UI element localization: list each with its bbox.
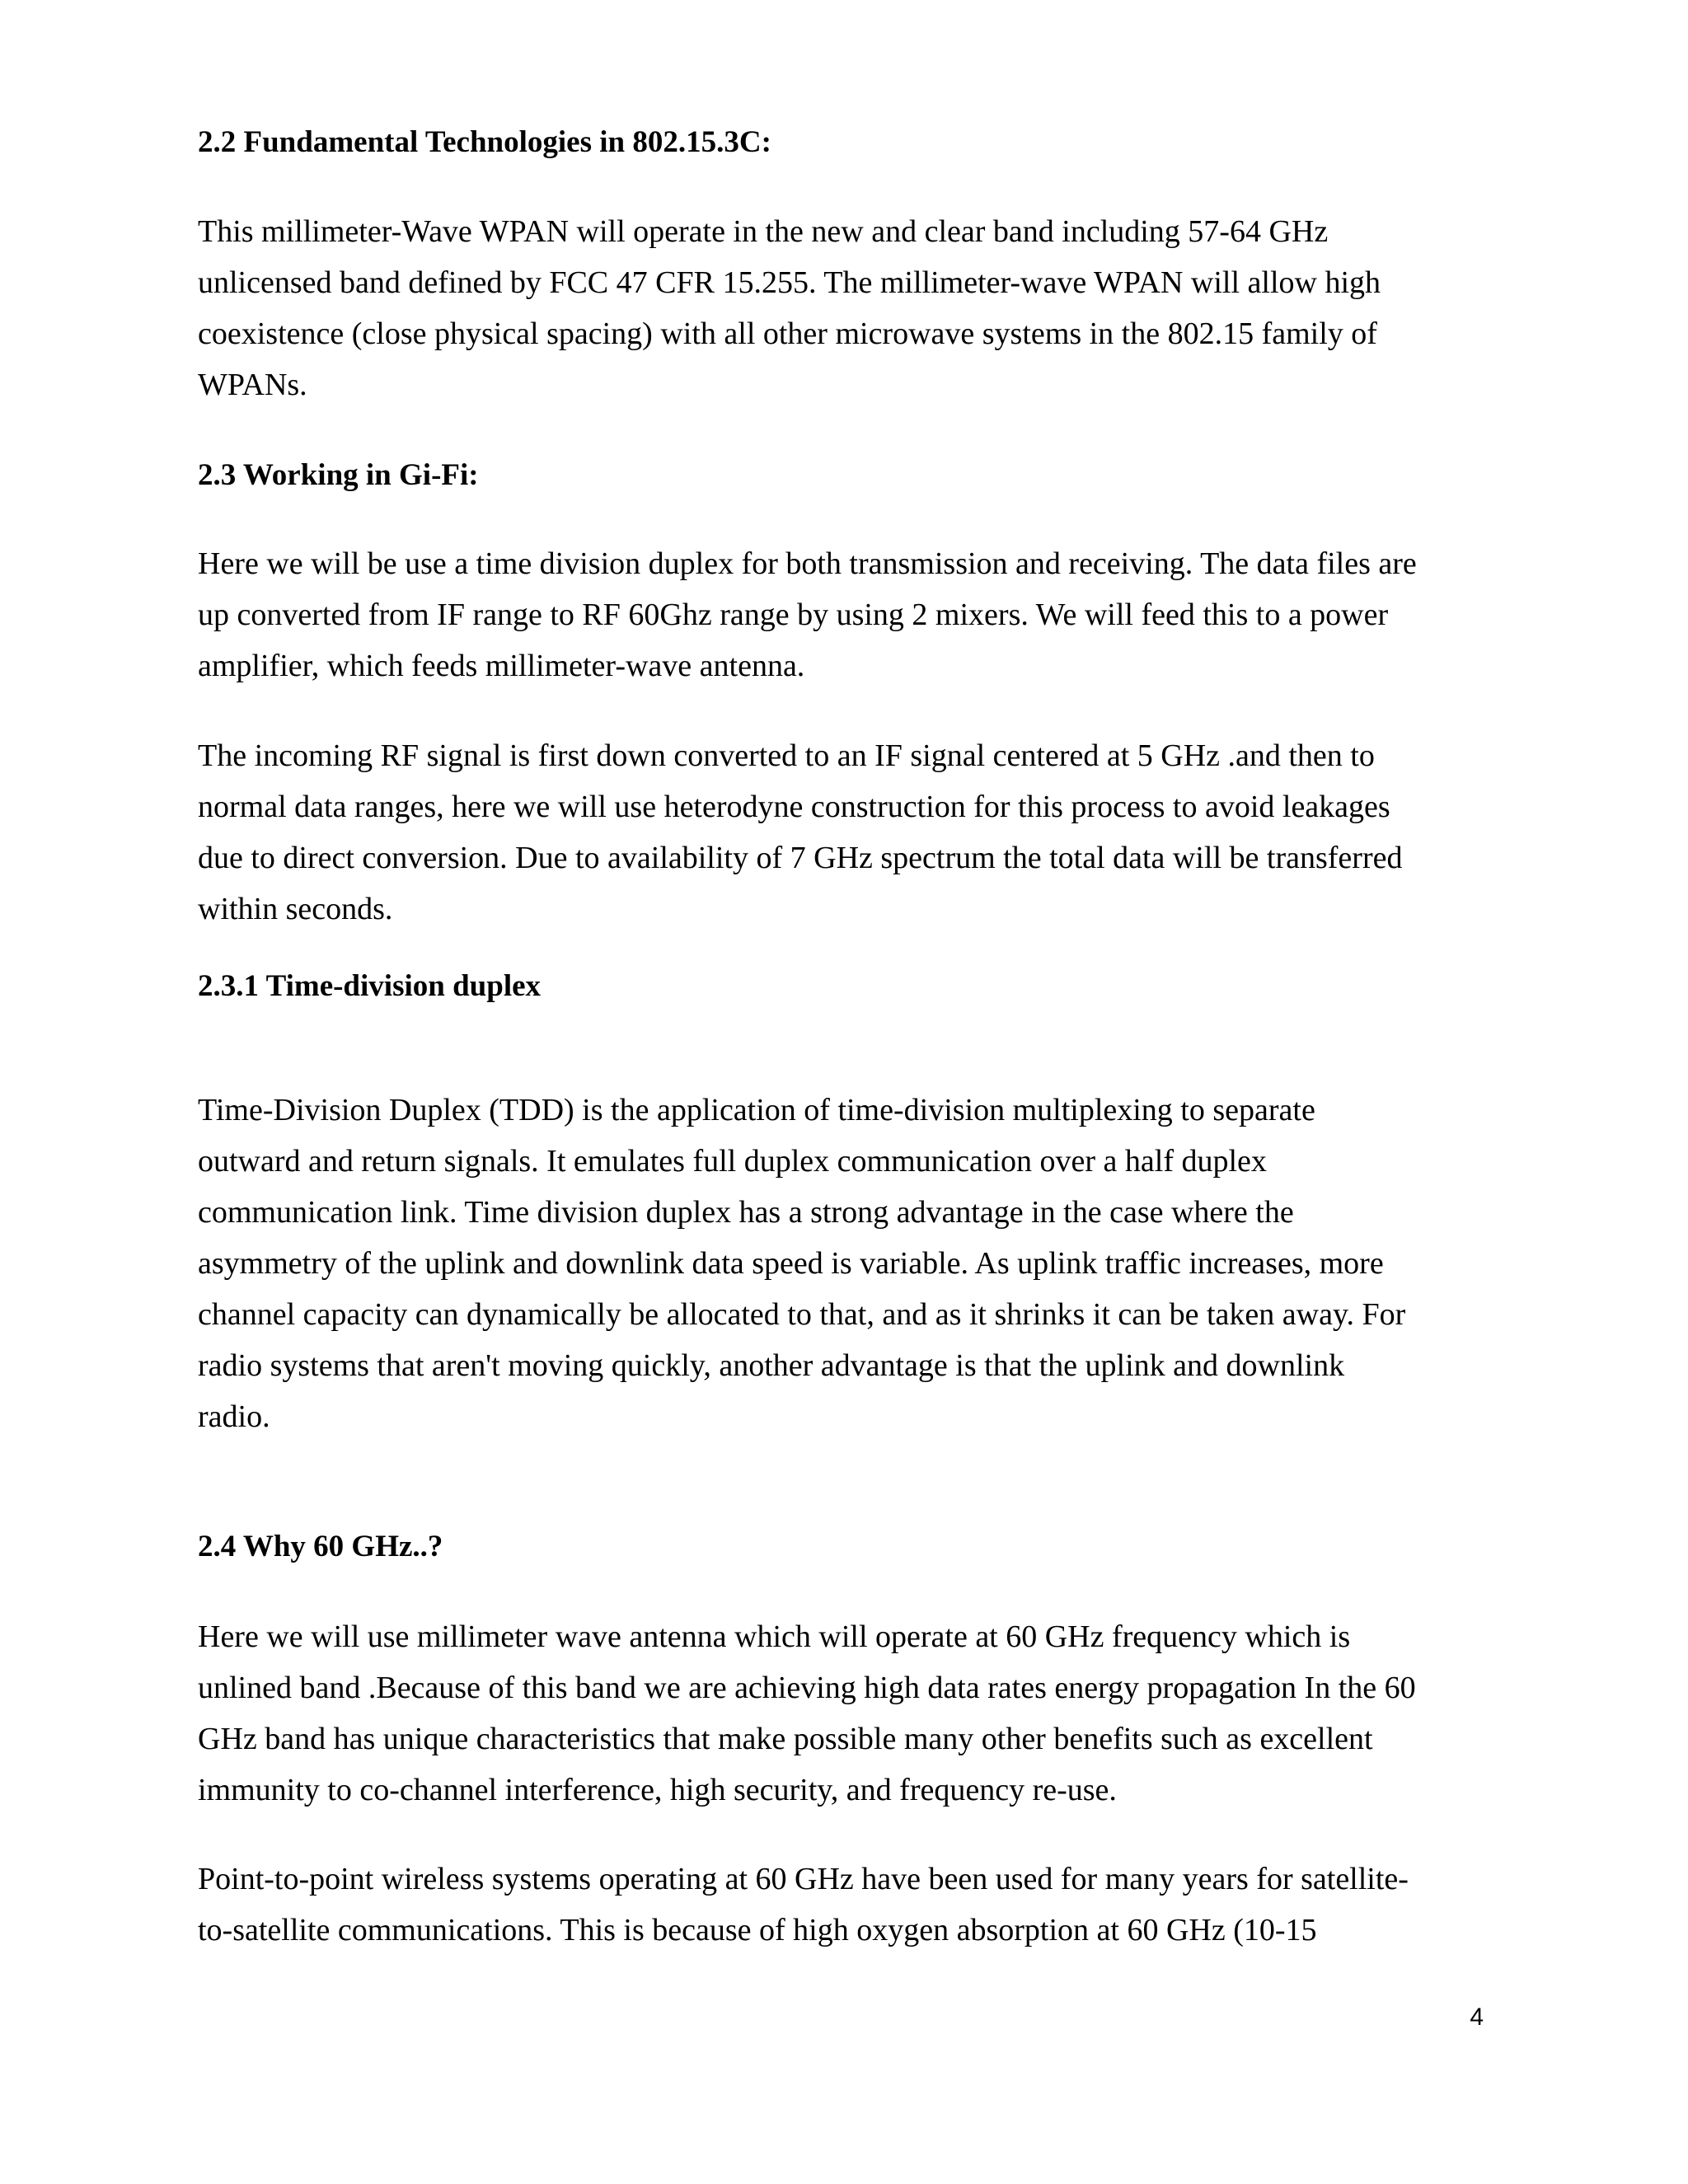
section-heading-2-3: 2.3 Working in Gi-Fi: — [198, 458, 479, 492]
text-line: channel capacity can dynamically be allocated to that, and as it shrinks it can be taken away. For — [198, 1297, 1406, 1332]
text-line: within seconds. — [198, 892, 393, 926]
text-line: GHz band has unique characteristics that make possible many other benefits such as excellent — [198, 1722, 1373, 1756]
paragraph-2-3-1 — [198, 538, 1484, 691]
section-heading-2-2: 2.2 Fundamental Technologies in 802.15.3C: — [198, 125, 771, 159]
text-line: Point-to-point wireless systems operating at 60 GHz have been used for many years for satellite- — [198, 1862, 1409, 1896]
paragraph-2-4-2 — [198, 1854, 1484, 1956]
text-line: unlicensed band defined by FCC 47 CFR 15.255. The millimeter-wave WPAN will allow high — [198, 265, 1381, 300]
text-line: up converted from IF range to RF 60Ghz range by using 2 mixers. We will feed this to a power — [198, 598, 1389, 632]
text-line: radio. — [198, 1399, 270, 1434]
text-line: Here we will be use a time division duplex for both transmission and receiving. The data files are — [198, 546, 1417, 581]
page-number: 4 — [1470, 2004, 1484, 2031]
section-heading-2-3-1: 2.3.1 Time-division duplex — [198, 969, 542, 1003]
text-line: immunity to co-channel interference, high security, and frequency re-use. — [198, 1773, 1117, 1807]
paragraph-2-2-1 — [198, 206, 1484, 410]
paragraph-2-3-1-1 — [198, 1085, 1484, 1442]
text-line: The incoming RF signal is first down converted to an IF signal centered at 5 GHz .and then to — [198, 738, 1375, 773]
text-line: due to direct conversion. Due to availability of 7 GHz spectrum the total data will be transferred — [198, 841, 1403, 875]
text-line: unlined band .Because of this band we are achieving high data rates energy propagation In the 60 — [198, 1671, 1416, 1705]
paragraph-2-3-2 — [198, 730, 1484, 935]
text-line: to-satellite communications. This is because of high oxygen absorption at 60 GHz (10-15 — [198, 1913, 1317, 1947]
text-line: amplifier, which feeds millimeter-wave antenna. — [198, 649, 805, 683]
section-heading-2-4: 2.4 Why 60 GHz..? — [198, 1530, 443, 1563]
text-line: Time-Division Duplex (TDD) is the application of time-division multiplexing to separate — [198, 1093, 1315, 1127]
text-line: communication link. Time division duplex has a strong advantage in the case where the — [198, 1195, 1294, 1230]
text-line: WPANs. — [198, 368, 307, 402]
text-line: radio systems that aren't moving quickly, another advantage is that the uplink and downlink — [198, 1348, 1345, 1383]
text-line: coexistence (close physical spacing) with all other microwave systems in the 802.15 family of — [198, 316, 1377, 351]
text-line: Here we will use millimeter wave antenna which will operate at 60 GHz frequency which is — [198, 1619, 1351, 1654]
text-line: This millimeter-Wave WPAN will operate in the new and clear band including 57-64 GHz — [198, 214, 1329, 249]
text-line: asymmetry of the uplink and downlink data speed is variable. As uplink traffic increases, more — [198, 1246, 1384, 1281]
text-line: normal data ranges, here we will use heterodyne construction for this process to avoid leakages — [198, 790, 1390, 824]
text-line: outward and return signals. It emulates full duplex communication over a half duplex — [198, 1144, 1267, 1179]
paragraph-2-4-1 — [198, 1611, 1484, 1816]
